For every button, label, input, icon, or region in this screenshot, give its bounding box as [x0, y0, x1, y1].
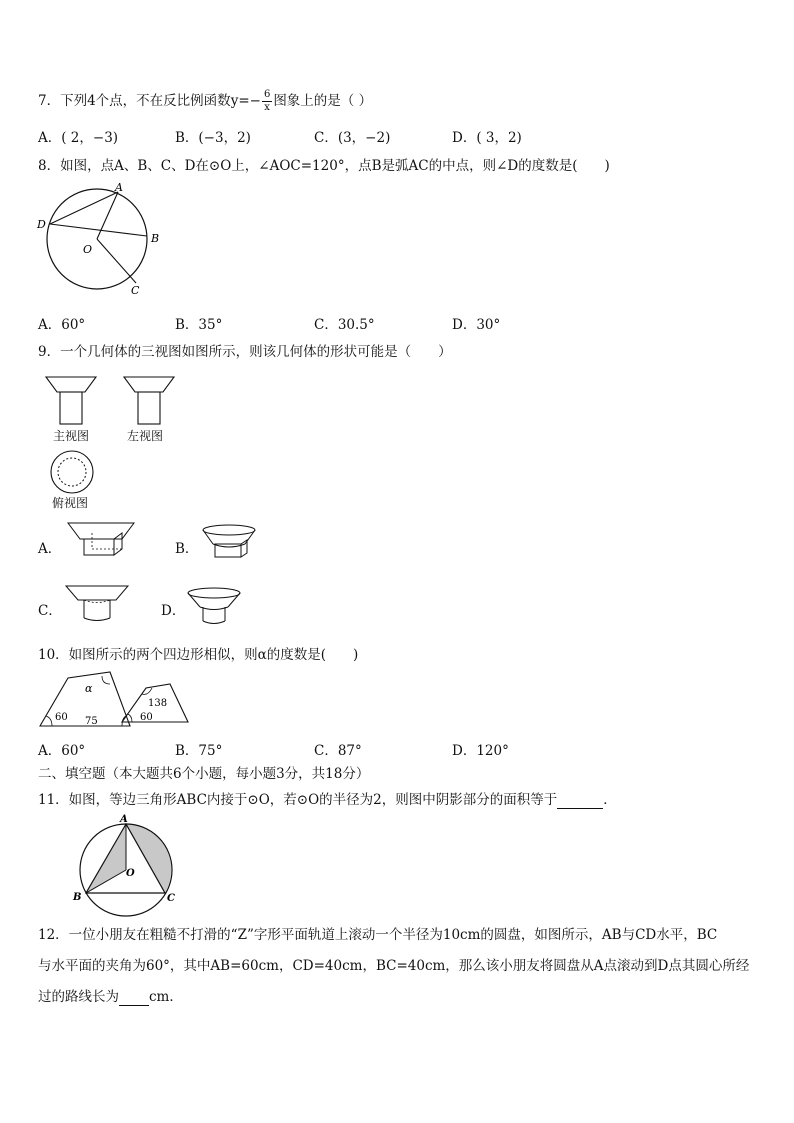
q11-inscribed-triangle-figure: [70, 812, 182, 922]
question-12-line-3: 过的路线长为 cm．: [38, 989, 183, 1005]
top-view-figure: [47, 449, 97, 495]
label-75: 75: [85, 716, 98, 727]
option-d-solid-icon: [186, 587, 242, 627]
label-c: C: [167, 893, 175, 904]
label-138: 138: [148, 698, 168, 709]
label-alpha: α: [85, 682, 93, 695]
q9-option-c[interactable]: C．: [38, 603, 62, 619]
option-b-solid-icon: [201, 524, 257, 560]
q10-option-c[interactable]: C．87°: [314, 743, 362, 759]
question-12-line-2: 与水平面的夹角为60°，其中AB=60cm，CD=40cm，BC=40cm，那么该小朋友将圆盘从A点滚动到D点其圆心所经: [38, 958, 750, 974]
q10-quadrilaterals-figure: [38, 670, 208, 730]
front-view-figure: [46, 376, 96, 426]
segment-oc: [97, 239, 136, 283]
label-b: B: [73, 892, 82, 903]
label-a: A: [120, 814, 128, 825]
label-a: A: [115, 181, 123, 194]
q7-option-b[interactable]: B．(−3，2): [175, 130, 251, 146]
q9-option-b[interactable]: B．: [175, 541, 199, 557]
caption-side-view: 左视图: [127, 429, 164, 443]
q9-option-d[interactable]: D．: [161, 603, 186, 619]
q7-option-c[interactable]: C．(3，−2): [314, 130, 391, 146]
side-view-figure: [124, 376, 174, 426]
question-12-line-1: 12．一位小朋友在粗糙不打滑的“Z”字形平面轨道上滚动一个半径为10cm的圆盘，如图所示，AB与CD水平，BC: [38, 927, 718, 943]
answer-blank[interactable]: [557, 792, 603, 809]
q8-option-b[interactable]: B．35°: [175, 317, 223, 333]
label-60-left: 60: [55, 712, 68, 723]
q7-option-d[interactable]: D．( 3，2): [452, 130, 522, 146]
option-a-solid-icon: [66, 521, 136, 559]
q8-option-c[interactable]: C．30.5°: [314, 317, 375, 333]
label-60-right: 60: [140, 712, 153, 723]
fraction: $\frac{6}{x}$: [263, 89, 271, 113]
q10-option-d[interactable]: D．120°: [452, 743, 509, 759]
question-8-stem: 8．如图，点A、B、C、D在⊙O上，∠AOC=120°，点B是弧AC的中点，则∠D的度数是( ): [38, 158, 610, 174]
q9-option-a[interactable]: A．: [38, 541, 62, 557]
caption-top-view: 俯视图: [52, 496, 89, 510]
q8-circle-figure: [30, 180, 170, 300]
question-11-stem: 11．如图，等边三角形ABC内接于⊙O，若⊙O的半径为2，则图中阴影部分的面积等于 ．: [38, 792, 617, 808]
label-o: O: [126, 868, 135, 879]
label-d: D: [37, 218, 46, 231]
answer-blank[interactable]: [119, 989, 149, 1006]
section-2-heading: 二、填空题（本大题共6个小题，每小题3分，共18分）: [38, 766, 370, 782]
q10-option-b[interactable]: B．75°: [175, 743, 223, 759]
question-7-stem: 7．下列4个点，不在反比例函数y=− $\frac{6}{x}$ 图象上的是（ ）: [38, 89, 373, 113]
option-c-solid-icon: [64, 584, 130, 624]
q10-option-a[interactable]: A．60°: [38, 743, 86, 759]
question-10-stem: 10．如图所示的两个四边形相似，则α的度数是( ): [38, 647, 359, 663]
q7-option-a[interactable]: A．( 2，−3): [38, 130, 119, 146]
q8-option-d[interactable]: D．30°: [452, 317, 501, 333]
caption-front-view: 主视图: [53, 429, 90, 443]
segment-db: [50, 224, 147, 236]
q8-option-a[interactable]: A．60°: [38, 317, 86, 333]
label-c: C: [131, 284, 140, 297]
label-b: B: [151, 232, 160, 245]
segment-da: [50, 192, 118, 224]
question-9-stem: 9．一个几何体的三视图如图所示，则该几何体的形状可能是（ ）: [38, 344, 452, 360]
label-o: O: [83, 243, 93, 256]
